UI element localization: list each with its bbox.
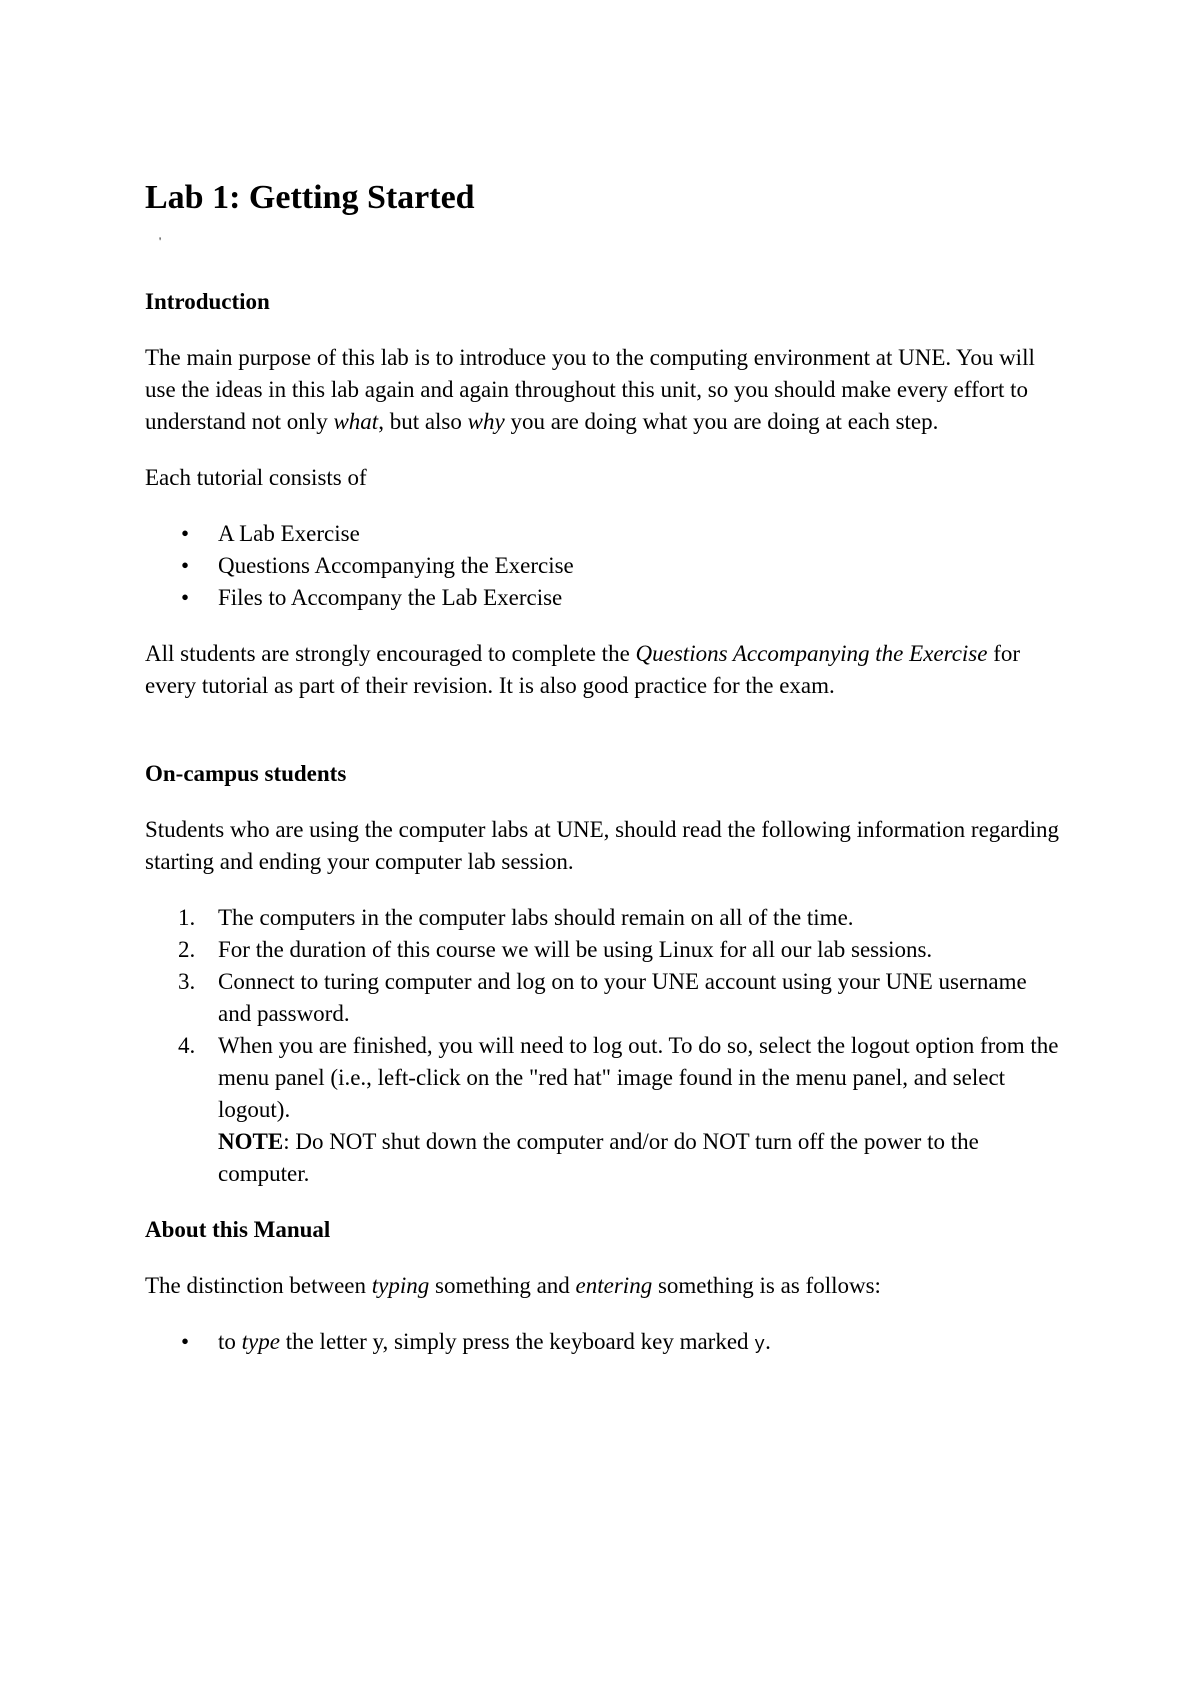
page-title: Lab 1: Getting Started	[145, 179, 475, 216]
heading-on-campus: On-campus students	[145, 761, 347, 786]
list-item: • to type the letter y, simply press the keyboard key marked y.	[181, 1329, 771, 1355]
list-item: • Files to Accompany the Lab Exercise	[181, 585, 563, 610]
manual-paragraph: The distinction between typing something and entering something is as follows:	[145, 1273, 881, 1298]
document-page	[145, 160, 1065, 1361]
list-item: 4. When you are finished, you will need to log out. To do so, select the logout option from the menu panel (i.e., left-click on the "red hat" image found in the menu panel, and select logout). NOTE: Do NOT shut down the computer and/or do NOT turn off the power to the computer.	[178, 1033, 1059, 1186]
manual-bullet-list	[145, 1326, 1065, 1361]
list-item: • A Lab Exercise	[181, 521, 360, 546]
intro-paragraph: The main purpose of this lab is to introduce you to the computing environment at UNE. You will use the ideas in this lab again and again throughout this unit, so you should make every effort to understand not only what, but also why you are doing what you are doing at each step.	[145, 345, 1035, 434]
list-item: 1. The computers in the computer labs should remain on all of the time.	[178, 905, 854, 930]
revision-paragraph: All students are strongly encouraged to complete the Questions Accompanying the Exercise for every tutorial as part of their revision. It is also good practice for the exam.	[145, 641, 1021, 698]
tutorial-components-list	[145, 518, 1065, 614]
lab-session-steps	[145, 902, 1065, 1190]
heading-about-manual: About this Manual	[145, 1217, 331, 1242]
on-campus-paragraph: Students who are using the computer labs at UNE, should read the following information regarding starting and ending your computer lab session.	[145, 817, 1060, 874]
heading-introduction: Introduction	[145, 289, 270, 314]
note-label: NOTE	[218, 1129, 284, 1154]
tutorial-intro-text: Each tutorial consists of	[145, 465, 367, 490]
list-item: • Questions Accompanying the Exercise	[181, 553, 574, 578]
stray-mark: '	[159, 234, 162, 248]
list-item: 3. Connect to turing computer and log on to your UNE account using your UNE username and password.	[178, 969, 1027, 1026]
list-item: 2. For the duration of this course we will be using Linux for all our lab sessions.	[178, 937, 933, 962]
key-y: y	[754, 1335, 766, 1355]
